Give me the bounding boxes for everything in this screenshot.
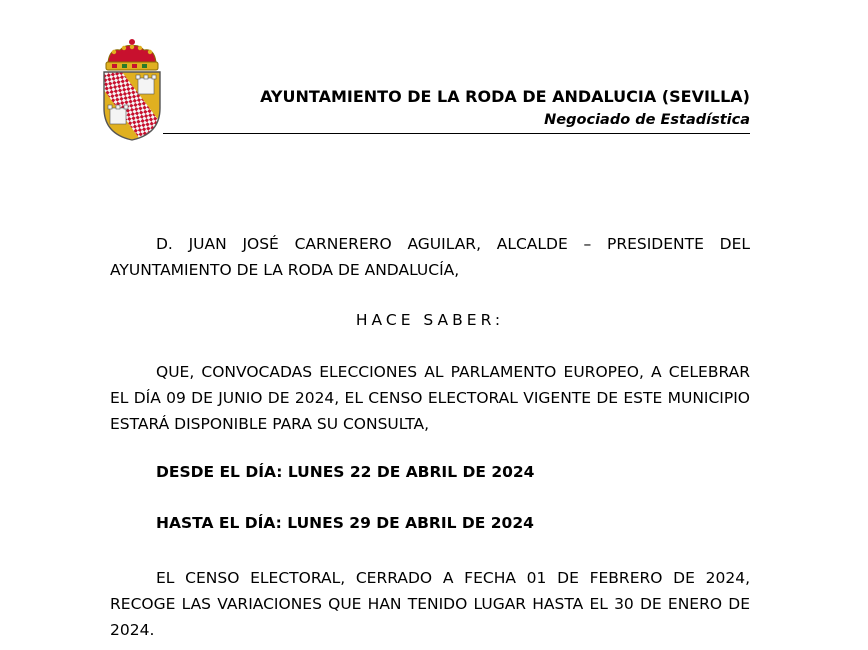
hace-saber-heading: HACE SABER: [355,311,505,329]
header-divider [163,133,750,134]
paragraph-alcalde: D. JUAN JOSÉ CARNERERO AGUILAR, ALCALDE – PRESIDENTE DEL AYUNTAMIENTO DE LA RODA DE ANDALUCÍA, [110,235,750,279]
header-subtitle: Negociado de Estadística [544,112,750,128]
coat-of-arms-icon [100,38,164,142]
crown-icon [106,39,158,70]
date-to-line: HASTA EL DÍA: LUNES 29 DE ABRIL DE 2024 [156,514,534,532]
date-from-line: DESDE EL DÍA: LUNES 22 DE ABRIL DE 2024 [156,463,535,481]
paragraph-convocatoria: QUE, CONVOCADAS ELECCIONES AL PARLAMENTO EUROPEO, A CELEBRAR EL DÍA 09 DE JUNIO DE 2024, EL CENSO ELECTORAL VIGENTE DE ESTE MUNICIPIO ESTARÁ DISPONIBLE PARA SU CONSULTA, [110,363,750,433]
paragraph-censo: EL CENSO ELECTORAL, CERRADO A FECHA 01 DE FEBRERO DE 2024, RECOGE LAS VARIACIONES QUE HAN TENIDO LUGAR HASTA EL 30 DE ENERO DE 2024. [110,569,750,639]
header-title: AYUNTAMIENTO DE LA RODA DE ANDALUCIA (SEVILLA) [260,87,750,106]
